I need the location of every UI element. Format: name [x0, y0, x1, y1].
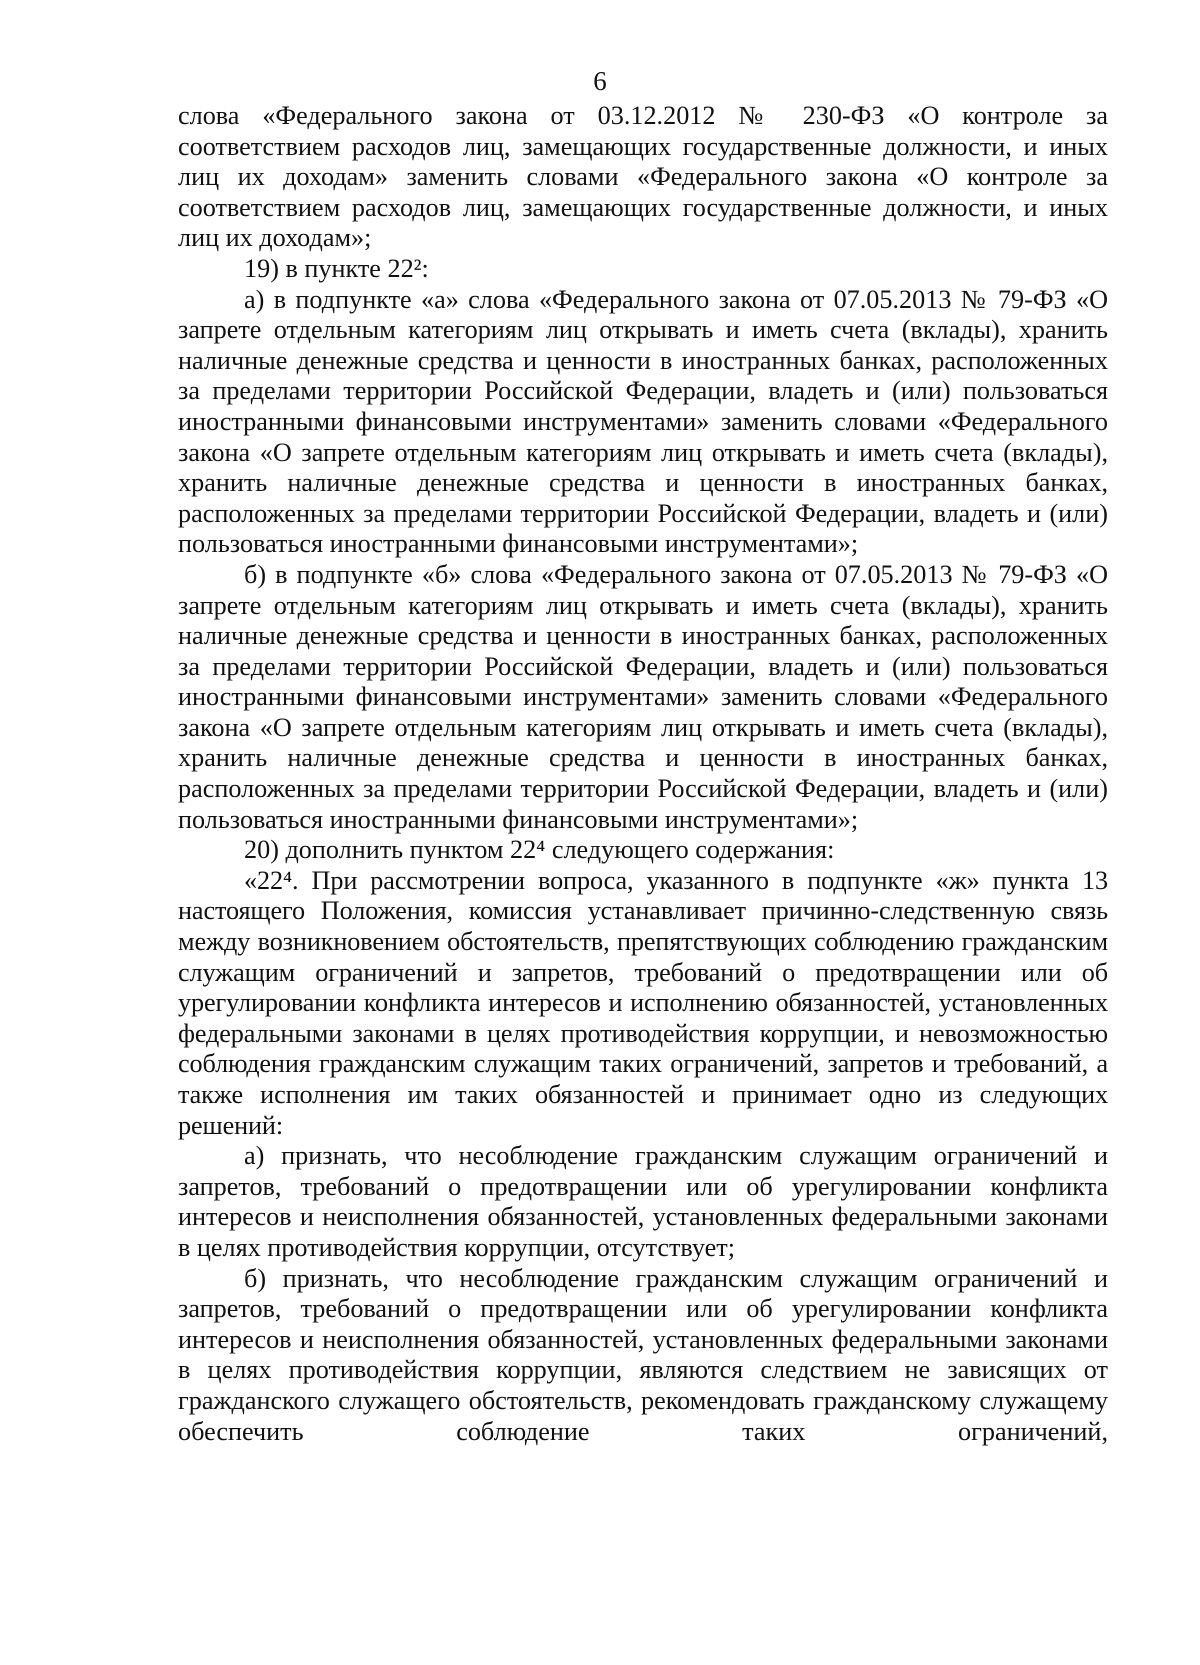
paragraph-replacement-230fz: слова «Федерального закона от 03.12.2012 № 230-ФЗ «О контроле за соответствием расходов лиц, замещающих государственные должности, и иных лиц их доходам» заменить словами «Федерального закона «О контроле за соответствием расходов лиц, замещающих государственные должности, и иных лиц их доходам»; — [178, 101, 1108, 253]
paragraph-subitem-a-79fz: а) в подпункте «а» слова «Федерального закона от 07.05.2013 № 79-ФЗ «О запрете отдельным категориям лиц открывать и иметь счета (вклады), хранить наличные денежные средства и ценности в иностранных банках, расположенных за пределами территории Российской Федерации, владеть и (или) пользоваться иностранными финансовыми инструментами» заменить словами «Федерального закона «О запрете отдельным категориям лиц открывать и иметь счета (вклады), хранить наличные денежные средства и ценности в иностранных банках, расположенных за пределами территории Российской Федерации, владеть и (или) пользоваться иностранными финансовыми инструментами»; — [178, 284, 1108, 559]
paragraph-subitem-b-79fz: б) в подпункте «б» слова «Федерального закона от 07.05.2013 № 79-ФЗ «О запрете отдельным категориям лиц открывать и иметь счета (вклады), хранить наличные денежные средства и ценности в иностранных банках, расположенных за пределами территории Российской Федерации, владеть и (или) пользоваться иностранными финансовыми инструментами» заменить словами «Федерального закона «О запрете отдельным категориям лиц открывать и иметь счета (вклады), хранить наличные денежные средства и ценности в иностранных банках, расположенных за пределами территории Российской Федерации, владеть и (или) пользоваться иностранными финансовыми инструментами»; — [178, 559, 1108, 834]
page-number: 6 — [593, 66, 607, 96]
document-body — [178, 101, 1108, 1447]
paragraph-decision-b: б) признать, что несоблюдение гражданским служащим ограничений и запретов, требований о предотвращении или об урегулировании конфликта интересов и неисполнения обязанностей, установленных федеральными законами в целях противодействия коррупции, являются следствием не зависящих от гражданского служащего обстоятельств, рекомендовать гражданскому служащему обеспечить соблюдение таких ограничений, — [178, 1263, 1108, 1446]
paragraph-item-20: 20) дополнить пунктом 22⁴ следующего содержания: — [244, 835, 835, 865]
paragraph-item-19: 19) в пункте 22²: — [244, 253, 429, 283]
paragraph-decision-a: а) признать, что несоблюдение гражданским служащим ограничений и запретов, требований о предотвращении или об урегулировании конфликта интересов и неисполнения обязанностей, установленных федеральными законами в целях противодействия коррупции, отсутствует; — [178, 1141, 1108, 1262]
paragraph-clause-22-4: «22⁴. При рассмотрении вопроса, указанного в подпункте «ж» пункта 13 настоящего Положения, комиссия устанавливает причинно-следственную связь между возникновением обстоятельств, препятствующих соблюдению гражданским служащим ограничений и запретов, требований о предотвращении или об урегулировании конфликта интересов и исполнению обязанностей, установленных федеральными законами в целях противодействия коррупции, и невозможностью соблюдения гражданским служащим таких ограничений, запретов и требований, а также исполнения им таких обязанностей и принимает одно из следующих решений: — [178, 865, 1108, 1140]
